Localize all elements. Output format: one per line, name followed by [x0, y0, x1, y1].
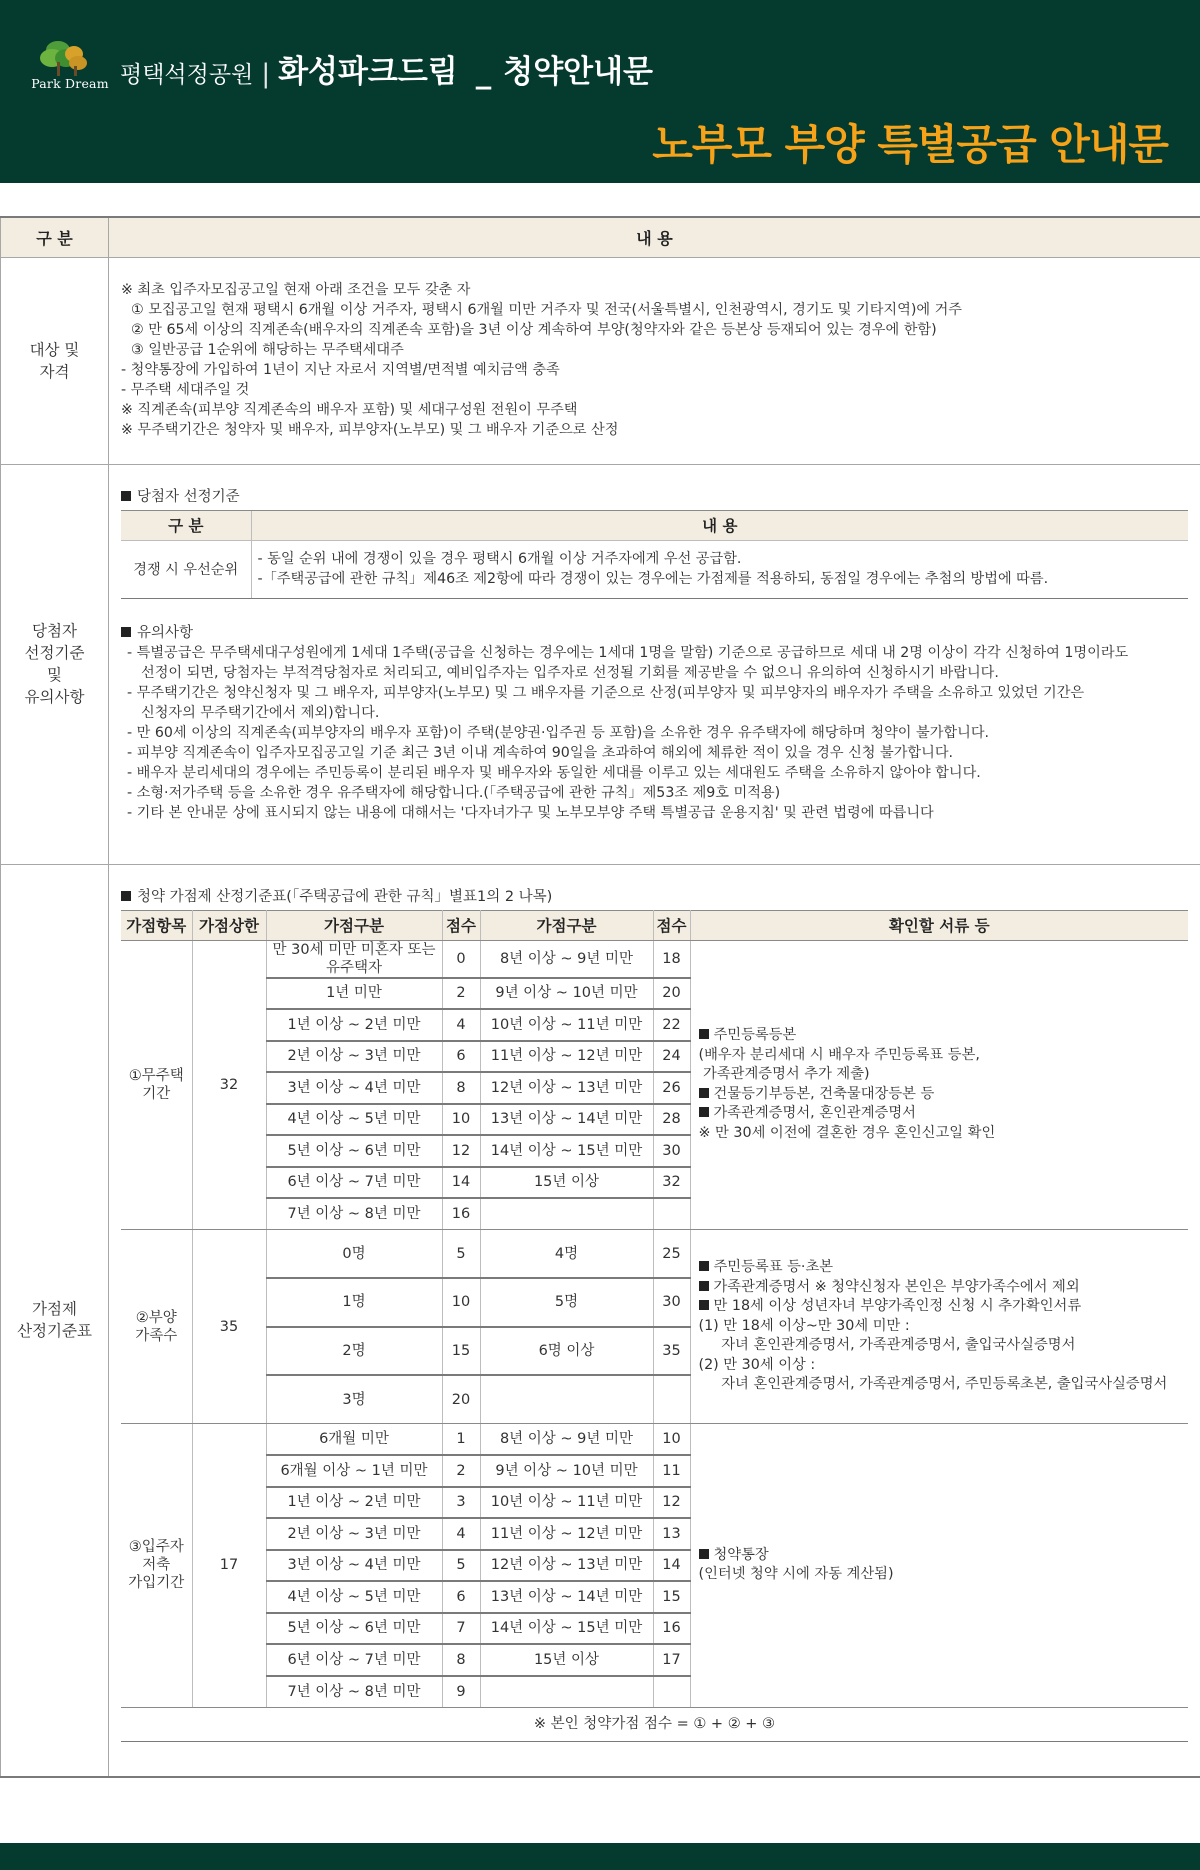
- list-item: 신청자의 무주택기간에서 제외)합니다.: [141, 704, 380, 721]
- score-range-left: 2년 이상 ~ 3년 미만: [266, 1518, 442, 1550]
- score-points-left: 4: [442, 1009, 480, 1041]
- title-main: 화성파크드림: [278, 54, 458, 90]
- score-points-right: 16: [653, 1613, 690, 1645]
- score-points-left: 2: [442, 1455, 480, 1487]
- score-range-right: [480, 1198, 653, 1230]
- page-header: [0, 0, 1200, 183]
- score-points-right: 12: [653, 1487, 690, 1519]
- score-points-right: [653, 1375, 690, 1424]
- square-bullet-icon: [699, 1549, 709, 1559]
- score-range-right: [480, 1676, 653, 1708]
- score-range-right: 11년 이상 ~ 12년 미만: [480, 1518, 653, 1550]
- criteria-row-content: - 동일 순위 내에 경쟁이 있을 경우 평택시 6개월 이상 거주자에게 우선 공급함. -「주택공급에 관한 규칙」제46조 제2항에 따라 경쟁이 있는 경우에는 가점제를 적용하되, 동점일 경우에는 추첨의 방법에 따름.: [251, 540, 1188, 598]
- group-dependents: [121, 1230, 1188, 1424]
- score-points-left: 1: [442, 1424, 480, 1456]
- score-item-name: ③입주자 저축 가입기간: [121, 1424, 192, 1708]
- score-range-left: 6년 이상 ~ 7년 미만: [266, 1644, 442, 1676]
- score-range-left: 2명: [266, 1327, 442, 1376]
- score-range-left: 5년 이상 ~ 6년 미만: [266, 1135, 442, 1167]
- square-bullet-icon: [699, 1261, 709, 1271]
- square-bullet-icon: [121, 491, 131, 501]
- score-range-right: 13년 이상 ~ 14년 미만: [480, 1581, 653, 1613]
- score-range-left: 만 30세 미만 미혼자 또는 유주택자: [266, 940, 442, 978]
- score-points-right: 10: [653, 1424, 690, 1456]
- score-range-right: 15년 이상: [480, 1644, 653, 1676]
- score-points-right: 25: [653, 1230, 690, 1279]
- table-row: [121, 1230, 1188, 1279]
- score-range-left: 1년 미만: [266, 978, 442, 1010]
- title-prefix: 평택석정공원: [120, 62, 254, 88]
- score-points-left: 8: [442, 1644, 480, 1676]
- score-range-left: 2년 이상 ~ 3년 미만: [266, 1041, 442, 1073]
- score-points-right: 18: [653, 940, 690, 978]
- score-range-left: 3년 이상 ~ 4년 미만: [266, 1550, 442, 1582]
- selection-content: [109, 464, 1200, 864]
- score-points-right: 24: [653, 1041, 690, 1073]
- list-item: - 무주택기간은 청약신청자 및 그 배우자, 피부양자(노부모) 및 그 배우자를 기준으로 산정(피부양자 및 피부양자의 배우자가 주택을 소유하고 있었던 기간은: [127, 684, 1085, 701]
- score-points-left: 0: [442, 940, 480, 978]
- score-points-left: 3: [442, 1487, 480, 1519]
- score-points-right: 13: [653, 1518, 690, 1550]
- score-points-left: 4: [442, 1518, 480, 1550]
- score-range-left: 0명: [266, 1230, 442, 1279]
- square-bullet-icon: [699, 1300, 709, 1310]
- score-points-left: 5: [442, 1550, 480, 1582]
- selection-label: 당첨자 선정기준 및 유의사항: [1, 464, 109, 864]
- score-points-right: [653, 1676, 690, 1708]
- score-points-left: 6: [442, 1581, 480, 1613]
- score-points-left: 6: [442, 1041, 480, 1073]
- score-points-right: 14: [653, 1550, 690, 1582]
- criteria-heading: 당첨자 선정기준: [121, 487, 1188, 507]
- score-item-max: 32: [192, 940, 266, 1230]
- score-points-left: 12: [442, 1135, 480, 1167]
- square-bullet-icon: [699, 1088, 709, 1098]
- score-table: [121, 910, 1188, 1742]
- score-points-right: 17: [653, 1644, 690, 1676]
- square-bullet-icon: [699, 1107, 709, 1117]
- criteria-row-label: 경쟁 시 우선순위: [121, 540, 251, 598]
- score-row: [1, 864, 1200, 1777]
- score-points-right: 30: [653, 1278, 690, 1327]
- score-range-right: 14년 이상 ~ 15년 미만: [480, 1135, 653, 1167]
- score-range-left: 6년 이상 ~ 7년 미만: [266, 1167, 442, 1199]
- score-points-left: 10: [442, 1104, 480, 1136]
- score-range-left: 3명: [266, 1375, 442, 1424]
- table-row: [121, 940, 1188, 978]
- score-range-left: 4년 이상 ~ 5년 미만: [266, 1581, 442, 1613]
- score-range-left: 7년 이상 ~ 8년 미만: [266, 1676, 442, 1708]
- score-range-right: 4명: [480, 1230, 653, 1279]
- score-points-left: 16: [442, 1198, 480, 1230]
- logo-text: Park Dream: [31, 76, 109, 91]
- column-header-category: 구 분: [1, 217, 109, 257]
- list-item: - 소형·저가주택 등을 소유한 경우 유주택자에 해당합니다.(「주택공급에 관한 규칙」제53조 제9호 미적용): [127, 784, 781, 801]
- score-range-right: 8년 이상 ~ 9년 미만: [480, 1424, 653, 1456]
- score-total-formula: ※ 본인 청약가점 점수 = ① + ② + ③: [121, 1707, 1188, 1741]
- score-points-left: 9: [442, 1676, 480, 1708]
- score-range-right: 8년 이상 ~ 9년 미만: [480, 940, 653, 978]
- score-range-left: 4년 이상 ~ 5년 미만: [266, 1104, 442, 1136]
- page-title: [120, 46, 653, 91]
- score-points-right: 22: [653, 1009, 690, 1041]
- score-range-left: 3년 이상 ~ 4년 미만: [266, 1072, 442, 1104]
- score-range-left: 6개월 미만: [266, 1424, 442, 1456]
- criteria-header-content: 내 용: [251, 510, 1188, 540]
- score-total-row: [121, 1707, 1188, 1741]
- list-item: - 피부양 직계존속이 입주자모집공고일 기준 최근 3년 이내 계속하여 90일을 초과하여 해외에 체류한 적이 있을 경우 신청 불가합니다.: [127, 744, 954, 761]
- score-points-left: 2: [442, 978, 480, 1010]
- notes-list: [121, 643, 1188, 823]
- score-range-right: [480, 1375, 653, 1424]
- score-points-left: 10: [442, 1278, 480, 1327]
- score-points-left: 14: [442, 1167, 480, 1199]
- score-content: [109, 864, 1200, 1777]
- score-points-left: 8: [442, 1072, 480, 1104]
- notice-table: [0, 216, 1200, 1778]
- eligibility-row: [1, 257, 1200, 464]
- eligibility-content: [109, 257, 1200, 464]
- score-range-right: 6명 이상: [480, 1327, 653, 1376]
- score-range-left: 7년 이상 ~ 8년 미만: [266, 1198, 442, 1230]
- required-documents: 청약통장 (인터넷 청약 시에 자동 계산됨): [690, 1424, 1188, 1708]
- score-points-left: 5: [442, 1230, 480, 1279]
- score-range-left: 5년 이상 ~ 6년 미만: [266, 1613, 442, 1645]
- column-header-content: 내 용: [109, 217, 1200, 257]
- table-row: [121, 540, 1188, 598]
- score-points-right: 35: [653, 1327, 690, 1376]
- criteria-table: [121, 510, 1188, 599]
- square-bullet-icon: [121, 891, 131, 901]
- eligibility-label: 대상 및 자격: [1, 257, 109, 464]
- score-header-row: 가점항목 가점상한 가점구분 점수 가점구분 점수 확인할 서류 등: [121, 910, 1188, 940]
- score-range-right: 11년 이상 ~ 12년 미만: [480, 1041, 653, 1073]
- score-range-left: 1년 이상 ~ 2년 미만: [266, 1487, 442, 1519]
- score-points-right: 20: [653, 978, 690, 1010]
- title-suffix: 청약안내문: [503, 54, 653, 90]
- score-points-right: [653, 1198, 690, 1230]
- score-item-max: 17: [192, 1424, 266, 1708]
- score-points-right: 32: [653, 1167, 690, 1199]
- table-row: [121, 1424, 1188, 1456]
- score-label: 가점제 산정기준표: [1, 864, 109, 1777]
- score-points-left: 20: [442, 1375, 480, 1424]
- score-range-left: 1년 이상 ~ 2년 미만: [266, 1009, 442, 1041]
- score-range-right: 5명: [480, 1278, 653, 1327]
- score-range-left: 1명: [266, 1278, 442, 1327]
- square-bullet-icon: [121, 627, 131, 637]
- criteria-header-category: 구 분: [121, 510, 251, 540]
- score-points-right: 30: [653, 1135, 690, 1167]
- score-range-right: 9년 이상 ~ 10년 미만: [480, 1455, 653, 1487]
- title-underscore: _: [475, 54, 492, 90]
- notes-heading: 유의사항: [121, 623, 1188, 643]
- score-range-right: 14년 이상 ~ 15년 미만: [480, 1613, 653, 1645]
- score-points-right: 11: [653, 1455, 690, 1487]
- list-item: - 만 60세 이상의 직계존속(피부양자의 배우자 포함)이 주택(분양권·입주권 등 포함)을 소유한 경우 유주택자에 해당하며 청약이 불가합니다.: [127, 724, 990, 741]
- page-footer: [0, 1843, 1200, 1870]
- list-item: - 기타 본 안내문 상에 표시되지 않는 내용에 대해서는 '다자녀가구 및 노부모부양 주택 특별공급 운용지침' 및 관련 법령에 따릅니다: [127, 804, 934, 821]
- eligibility-lines: ※ 최초 입주자모집공고일 현재 아래 조건을 모두 갖춘 자 ① 모집공고일 현재 평택시 6개월 이상 거주자, 평택시 6개월 미만 거주자 및 전국(서울특별시, 인천광역시, 경기도 및 기타지역)에 거주 ② 만 65세 이상의 직계존속(배우자의 직계존속 포함)을 3년 이상 계속하여 부양(청약자와 같은 등본상 등재되어 있는 경우에 한함) ③ 일반공급 1순위에 해당하는 무주택세대주 - 청약통장에 가입하여 1년이 지난 자로서 지역별/면적별 예치금액 충족 - 무주택 세대주일 것 ※ 직계존속(피부양 직계존속의 배우자 포함) 및 세대구성원 전원이 무주택 ※ 무주택기간은 청약자 및 배우자, 피부양자(노부모) 및 그 배우자 기준으로 산정: [121, 281, 963, 438]
- list-item: 선정이 되면, 당첨자는 부적격당첨자로 처리되고, 예비입주자는 입주자로 선정될 기회를 제공받을 수 없으니 유의하여 신청하시기 바랍니다.: [141, 664, 999, 681]
- score-range-right: 9년 이상 ~ 10년 미만: [480, 978, 653, 1010]
- score-range-right: 15년 이상: [480, 1167, 653, 1199]
- group-homeless-period: [121, 940, 1188, 1230]
- score-item-max: 35: [192, 1230, 266, 1424]
- required-documents: 주민등록표 등·초본 가족관계증명서 ※ 청약신청자 본인은 부양가족수에서 제외 만 18세 이상 성년자녀 부양가족인정 신청 시 추가확인서류 (1) 만 18세 이상~만 30세 미만 : 자녀 혼인관계증명서, 가족관계증명서, 출입국사실증명서 (2) 만 30세 이상 : 자녀 혼인관계증명서, 가족관계증명서, 주민등록초본, 출입국사실증명서: [690, 1230, 1188, 1424]
- score-range-right: 10년 이상 ~ 11년 미만: [480, 1009, 653, 1041]
- square-bullet-icon: [699, 1281, 709, 1291]
- score-range-right: 13년 이상 ~ 14년 미만: [480, 1104, 653, 1136]
- score-range-left: 6개월 이상 ~ 1년 미만: [266, 1455, 442, 1487]
- score-range-right: 12년 이상 ~ 13년 미만: [480, 1550, 653, 1582]
- square-bullet-icon: [699, 1029, 709, 1039]
- score-points-right: 15: [653, 1581, 690, 1613]
- score-points-right: 28: [653, 1104, 690, 1136]
- headline: 노부모 부양 특별공급 안내문: [652, 120, 1168, 169]
- score-item-name: ①무주택 기간: [121, 940, 192, 1230]
- score-item-name: ②부양 가족수: [121, 1230, 192, 1424]
- score-points-right: 26: [653, 1072, 690, 1104]
- score-range-right: 10년 이상 ~ 11년 미만: [480, 1487, 653, 1519]
- group-savings-period: [121, 1424, 1188, 1708]
- score-range-right: 12년 이상 ~ 13년 미만: [480, 1072, 653, 1104]
- title-separator: |: [261, 59, 271, 89]
- required-documents: 주민등록등본 (배우자 분리세대 시 배우자 주민등록표 등본, 가족관계증명서 추가 제출) 건물등기부등본, 건축물대장등본 등 가족관계증명서, 혼인관계증명서 ※ 만 30세 이전에 결혼한 경우 혼인신고일 확인: [690, 940, 1188, 1230]
- selection-row: [1, 464, 1200, 864]
- score-heading: 청약 가점제 산정기준표(「주택공급에 관한 규칙」별표1의 2 나목): [121, 887, 1188, 907]
- list-item: - 특별공급은 무주택세대구성원에게 1세대 1주택(공급을 신청하는 경우에는 1세대 1명을 말함) 기준으로 공급하므로 세대 내 2명 이상이 각각 신청하여 1명이라도: [127, 644, 1129, 661]
- list-item: - 배우자 분리세대의 경우에는 주민등록이 분리된 배우자 및 배우자와 동일한 세대를 이루고 있는 세대원도 주택을 소유하지 않아야 합니다.: [127, 764, 981, 781]
- score-points-left: 15: [442, 1327, 480, 1376]
- score-points-left: 7: [442, 1613, 480, 1645]
